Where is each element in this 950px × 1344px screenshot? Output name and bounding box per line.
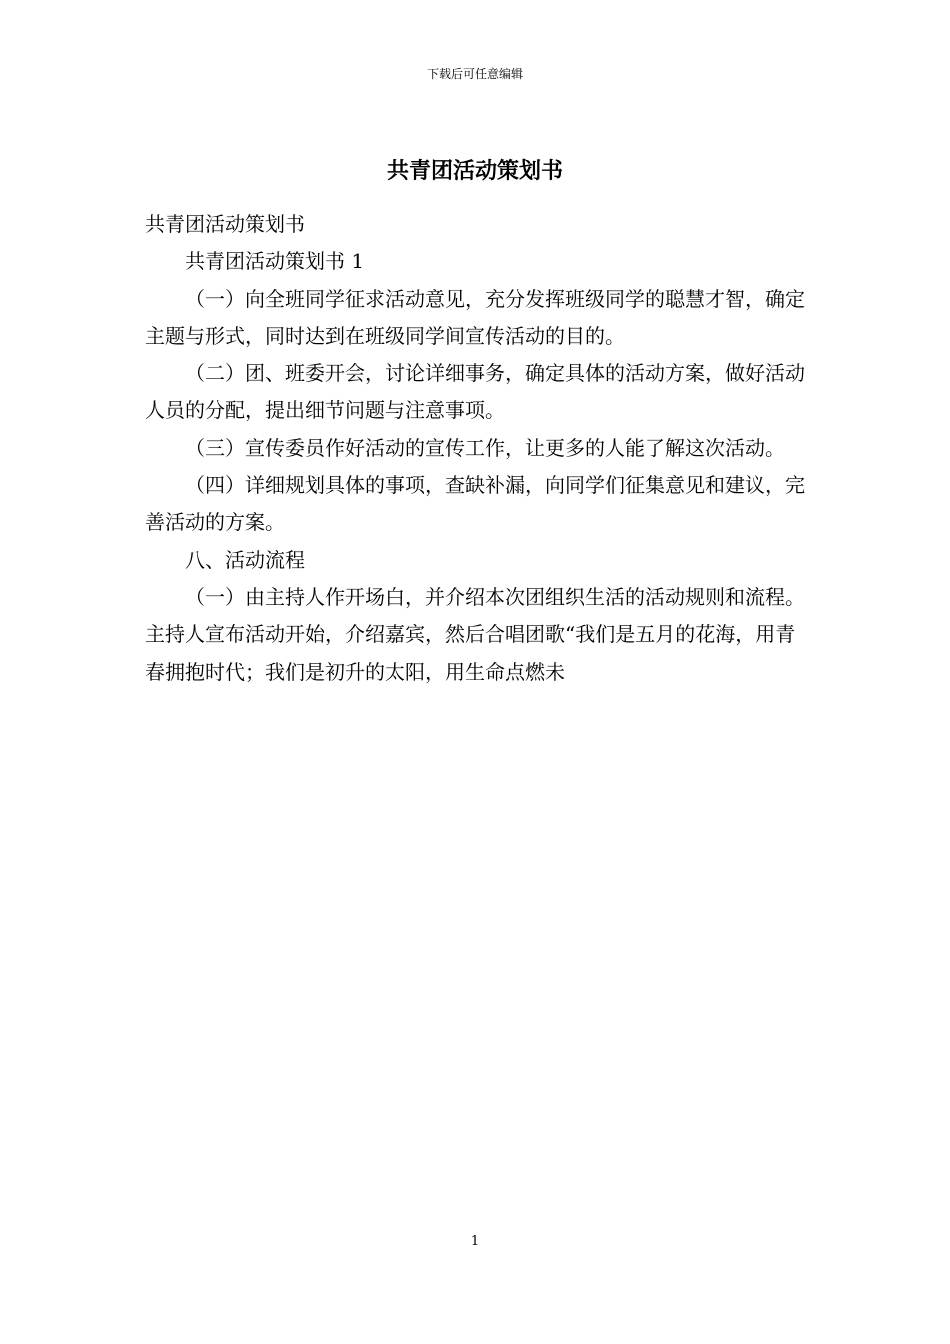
paragraph-section-heading: 共青团活动策划书 1 — [185, 249, 365, 274]
paragraph-item-3: （三）宣传委员作好活动的宣传工作，让更多的人能了解这次活动。 — [185, 435, 785, 460]
document-body — [145, 206, 807, 691]
paragraph-subtitle: 共青团活动策划书 — [145, 212, 305, 236]
paragraph-item-4: （四）详细规划具体的事项，查缺补漏，向同学们征集意见和建议，完善活动的方案。 — [145, 473, 805, 535]
paragraph-process-heading: 八、活动流程 — [185, 547, 305, 572]
page-number: 1 — [470, 1234, 480, 1249]
paragraph-process-item-1: （一）由主持人作开场白，并介绍本次团组织生活的活动规则和流程。主持人宣布活动开始，介绍嘉宾，然后合唱团歌“我们是五月的花海，用青春拥抱时代；我们是初升的太阳，用生命点燃未 — [145, 584, 805, 684]
paragraph-item-1: （一）向全班同学征求活动意见，充分发挥班级同学的聪慧才智，确定主题与形式，同时达到在班级同学间宣传活动的目的。 — [145, 286, 805, 348]
header-note: 下载后可任意编辑 — [426, 67, 523, 81]
paragraph-item-2: （二）团、班委开会，讨论详细事务，确定具体的活动方案，做好活动人员的分配，提出细节问题与注意事项。 — [145, 361, 805, 423]
document-title: 共青团活动策划书 — [386, 158, 563, 184]
